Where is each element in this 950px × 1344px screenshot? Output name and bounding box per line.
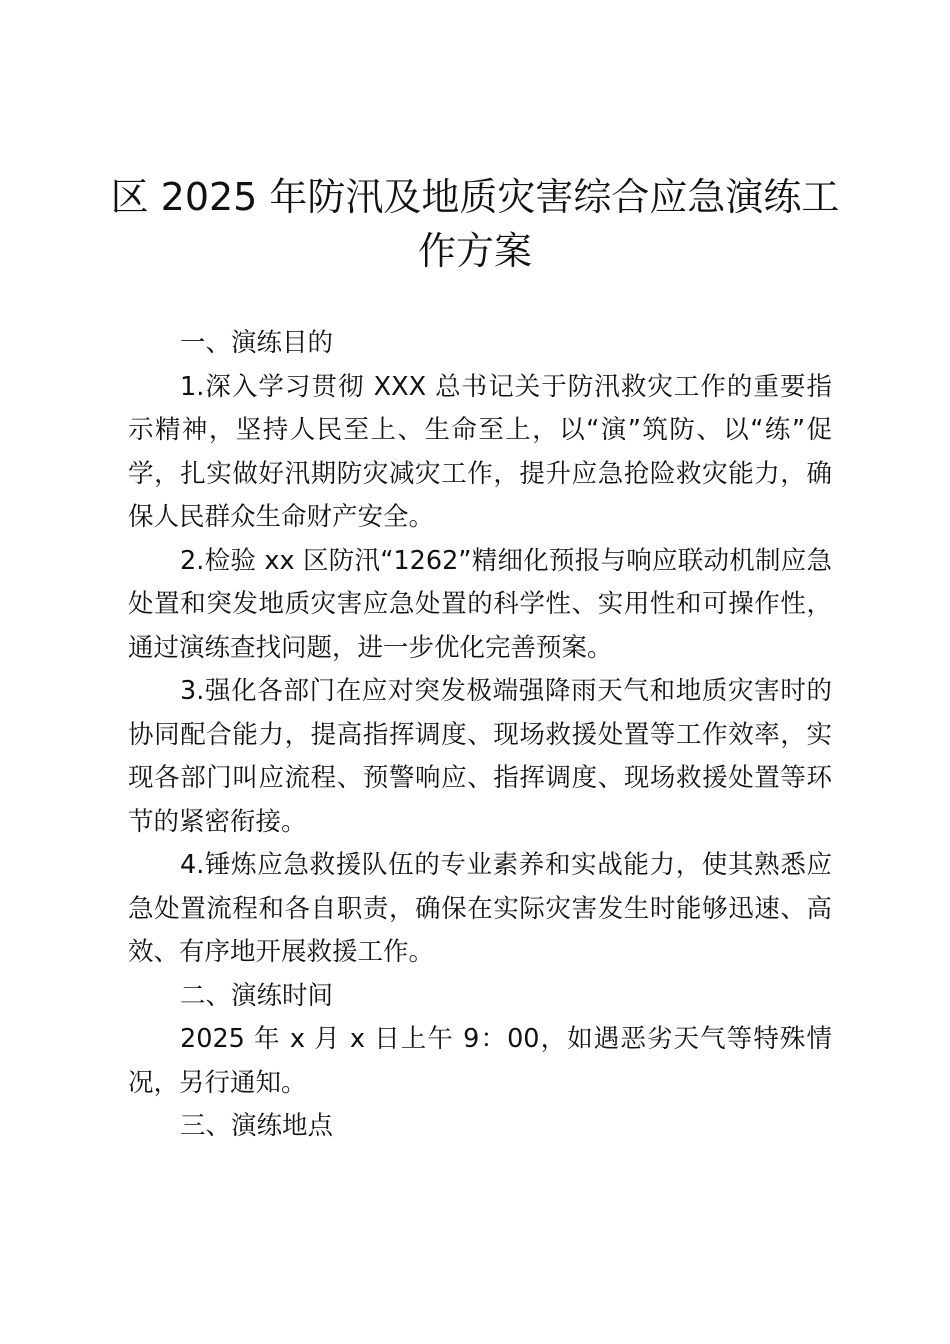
document-body [128,322,832,1149]
paragraph: 1.深入学习贯彻 XXX 总书记关于防汛救灾工作的重要指示精神，坚持人民至上、生命至上，以“演”筑防、以“练”促学，扎实做好汛期防灾减灾工作，提升应急抢险救灾能力，确保人民群众生命财产安全。 [128,371,832,532]
paragraph: 2025 年 x 月 x 日上午 9：00，如遇恶劣天气等特殊情况，另行通知。 [128,1024,832,1098]
section-heading: 一、演练目的 [180,328,334,358]
paragraph: 2.检验 xx 区防汛“1262”精细化预报与响应联动机制应急处置和突发地质灾害应急处置的科学性、实用性和可操作性，通过演练查找问题，进一步优化完善预案。 [128,545,832,663]
section-heading: 二、演练时间 [180,980,334,1011]
document-title: 区 2025 年防汛及地质灾害综合应急演练工作方案 [110,175,840,273]
paragraph: 3.强化各部门在应对突发极端强降雨天气和地质灾害时的协同配合能力，提高指挥调度、现场救援处置等工作效率，实现各部门叫应流程、预警响应、指挥调度、现场救援处置等环节的紧密衔接。 [128,676,832,837]
paragraph: 4.锤炼应急救援队伍的专业素养和实战能力，使其熟悉应急处置流程和各自职责，确保在实际灾害发生时能够迅速、高效、有序地开展救援工作。 [128,850,832,967]
section-heading: 三、演练地点 [180,1111,334,1141]
